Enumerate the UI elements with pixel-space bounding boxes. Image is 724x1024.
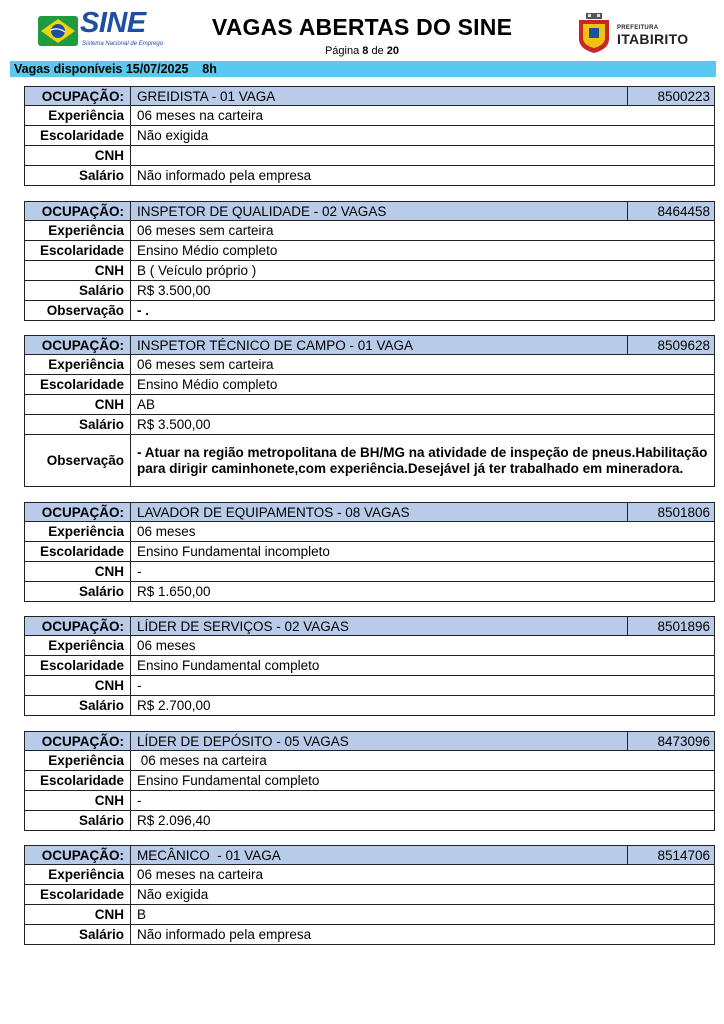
page-header	[0, 0, 724, 60]
experiencia-label: Experiência	[25, 636, 131, 655]
brazil-flag-icon	[38, 12, 78, 50]
experiencia-row	[25, 521, 714, 541]
salario-value: R$ 3.500,00	[137, 417, 211, 432]
observacao-value: - .	[137, 303, 149, 318]
experiencia-value: 06 meses na carteira	[137, 867, 264, 882]
experiencia-row	[25, 750, 714, 770]
experiencia-value: 06 meses na carteira	[137, 753, 267, 768]
cnh-value	[131, 146, 714, 165]
salario-row	[25, 165, 714, 185]
observacao-label: Observação	[25, 301, 131, 320]
cnh-value: -	[137, 564, 142, 579]
cnh-value: -	[137, 793, 142, 808]
ocupacao-label: OCUPAÇÃO:	[25, 336, 131, 354]
cnh-label: CNH	[25, 261, 131, 280]
cnh-value: B ( Veículo próprio )	[137, 263, 257, 278]
experiencia-value: 06 meses sem carteira	[137, 223, 274, 238]
salario-value: R$ 2.700,00	[137, 698, 211, 713]
salario-value: R$ 3.500,00	[137, 283, 211, 298]
ocupacao-value: GREIDISTA - 01 VAGA	[137, 88, 276, 104]
salario-label: Salário	[25, 696, 131, 715]
ocupacao-label: OCUPAÇÃO:	[25, 617, 131, 635]
job-card	[24, 502, 715, 602]
escolaridade-value: Ensino Fundamental incompleto	[137, 544, 330, 559]
escolaridade-value: Não exigida	[137, 887, 209, 902]
cnh-value: AB	[137, 397, 156, 412]
sine-logo	[38, 7, 164, 54]
job-header-row	[25, 503, 714, 521]
salario-label: Salário	[25, 281, 131, 300]
experiencia-row	[25, 354, 714, 374]
sine-subtitle: Sistema Nacional de Emprego	[82, 41, 164, 47]
salario-value: R$ 1.650,00	[137, 584, 211, 599]
salario-value: R$ 2.096,40	[137, 813, 211, 828]
escolaridade-label: Escolaridade	[25, 375, 131, 394]
observacao-value: - Atuar na região metropolitana de BH/MG na atividade de inspeção de pneus.Habilitação para dirigir caminhonete,com experiência.Desejável já ter trabalhado em mineradora.	[137, 445, 708, 476]
prefeitura-label: PREFEITURA	[617, 25, 659, 31]
cnh-row	[25, 561, 714, 581]
escolaridade-row	[25, 240, 714, 260]
job-header-row	[25, 336, 714, 354]
job-card	[24, 335, 715, 487]
ocupacao-label: OCUPAÇÃO:	[25, 202, 131, 220]
escolaridade-row	[25, 884, 714, 904]
salario-row	[25, 924, 714, 944]
salario-label: Salário	[25, 166, 131, 185]
job-card	[24, 616, 715, 716]
job-header-row	[25, 732, 714, 750]
ocupacao-value: MECÂNICO - 01 VAGA	[137, 847, 281, 863]
job-header-row	[25, 617, 714, 635]
job-code: 8501806	[627, 503, 714, 521]
experiencia-row	[25, 105, 714, 125]
cnh-label: CNH	[25, 791, 131, 810]
job-header-row	[25, 846, 714, 864]
experiencia-row	[25, 635, 714, 655]
ocupacao-value: LÍDER DE DEPÓSITO - 05 VAGAS	[137, 733, 349, 749]
job-code: 8464458	[627, 202, 714, 220]
ocupacao-value: INSPETOR DE QUALIDADE - 02 VAGAS	[137, 203, 387, 219]
job-code: 8509628	[627, 336, 714, 354]
page-sep: de	[371, 45, 384, 57]
escolaridade-row	[25, 541, 714, 561]
escolaridade-row	[25, 374, 714, 394]
ocupacao-label: OCUPAÇÃO:	[25, 732, 131, 750]
experiencia-label: Experiência	[25, 522, 131, 541]
escolaridade-value: Ensino Médio completo	[137, 243, 278, 258]
salario-row	[25, 695, 714, 715]
experiencia-value: 06 meses	[137, 524, 196, 539]
job-card	[24, 731, 715, 831]
job-card	[24, 201, 715, 321]
ocupacao-label: OCUPAÇÃO:	[25, 87, 131, 105]
cnh-row	[25, 260, 714, 280]
experiencia-row	[25, 864, 714, 884]
observacao-row	[25, 300, 714, 320]
date-bar: Vagas disponíveis 15/07/2025 8h	[10, 61, 716, 77]
escolaridade-label: Escolaridade	[25, 656, 131, 675]
ocupacao-value: LAVADOR DE EQUIPAMENTOS - 08 VAGAS	[137, 504, 410, 520]
salario-value: Não informado pela empresa	[137, 927, 312, 942]
salario-row	[25, 581, 714, 601]
crest-icon	[577, 13, 611, 53]
cnh-row	[25, 394, 714, 414]
job-code: 8514706	[627, 846, 714, 864]
ocupacao-label: OCUPAÇÃO:	[25, 846, 131, 864]
page-title: VAGAS ABERTAS DO SINE	[211, 14, 513, 40]
ocupacao-value: INSPETOR TÉCNICO DE CAMPO - 01 VAGA	[137, 337, 414, 353]
escolaridade-label: Escolaridade	[25, 771, 131, 790]
salario-row	[25, 810, 714, 830]
job-code: 8500223	[627, 87, 714, 105]
job-card	[24, 86, 715, 186]
cnh-row	[25, 790, 714, 810]
escolaridade-label: Escolaridade	[25, 885, 131, 904]
salario-label: Salário	[25, 811, 131, 830]
experiencia-label: Experiência	[25, 221, 131, 240]
page-current: 8	[362, 45, 369, 57]
cnh-row	[25, 675, 714, 695]
observacao-label: Observação	[25, 435, 131, 486]
salario-label: Salário	[25, 415, 131, 434]
page-prefix: Página	[324, 45, 360, 57]
escolaridade-row	[25, 655, 714, 675]
cnh-value: B	[137, 907, 147, 922]
cnh-label: CNH	[25, 676, 131, 695]
salario-value: Não informado pela empresa	[137, 168, 312, 183]
escolaridade-label: Escolaridade	[25, 241, 131, 260]
cnh-label: CNH	[25, 146, 131, 165]
cnh-row	[25, 904, 714, 924]
cnh-value: -	[137, 678, 142, 693]
cnh-row	[25, 145, 714, 165]
cnh-label: CNH	[25, 905, 131, 924]
escolaridade-label: Escolaridade	[25, 126, 131, 145]
job-code: 8501896	[627, 617, 714, 635]
escolaridade-value: Não exigida	[137, 128, 209, 143]
salario-row	[25, 280, 714, 300]
escolaridade-label: Escolaridade	[25, 542, 131, 561]
escolaridade-row	[25, 125, 714, 145]
escolaridade-value: Ensino Médio completo	[137, 377, 278, 392]
page-number	[190, 45, 534, 57]
experiencia-label: Experiência	[25, 106, 131, 125]
job-code: 8473096	[627, 732, 714, 750]
escolaridade-row	[25, 770, 714, 790]
city-name: ITABIRITO	[617, 31, 689, 47]
job-header-row	[25, 87, 714, 105]
experiencia-label: Experiência	[25, 355, 131, 374]
job-header-row	[25, 202, 714, 220]
escolaridade-value: Ensino Fundamental completo	[137, 658, 320, 673]
experiencia-value: 06 meses sem carteira	[137, 357, 274, 372]
experiencia-row	[25, 220, 714, 240]
experiencia-label: Experiência	[25, 751, 131, 770]
experiencia-value: 06 meses na carteira	[137, 108, 264, 123]
salario-label: Salário	[25, 925, 131, 944]
experiencia-label: Experiência	[25, 865, 131, 884]
cnh-label: CNH	[25, 562, 131, 581]
page-total: 20	[386, 45, 400, 57]
cnh-label: CNH	[25, 395, 131, 414]
experiencia-value: 06 meses	[137, 638, 196, 653]
escolaridade-value: Ensino Fundamental completo	[137, 773, 320, 788]
sine-brand-text: SINE	[80, 7, 146, 39]
observacao-row	[25, 434, 714, 486]
ocupacao-label: OCUPAÇÃO:	[25, 503, 131, 521]
salario-label: Salário	[25, 582, 131, 601]
job-card	[24, 845, 715, 945]
ocupacao-value: LÍDER DE SERVIÇOS - 02 VAGAS	[137, 618, 349, 634]
salario-row	[25, 414, 714, 434]
prefeitura-logo	[577, 13, 689, 53]
